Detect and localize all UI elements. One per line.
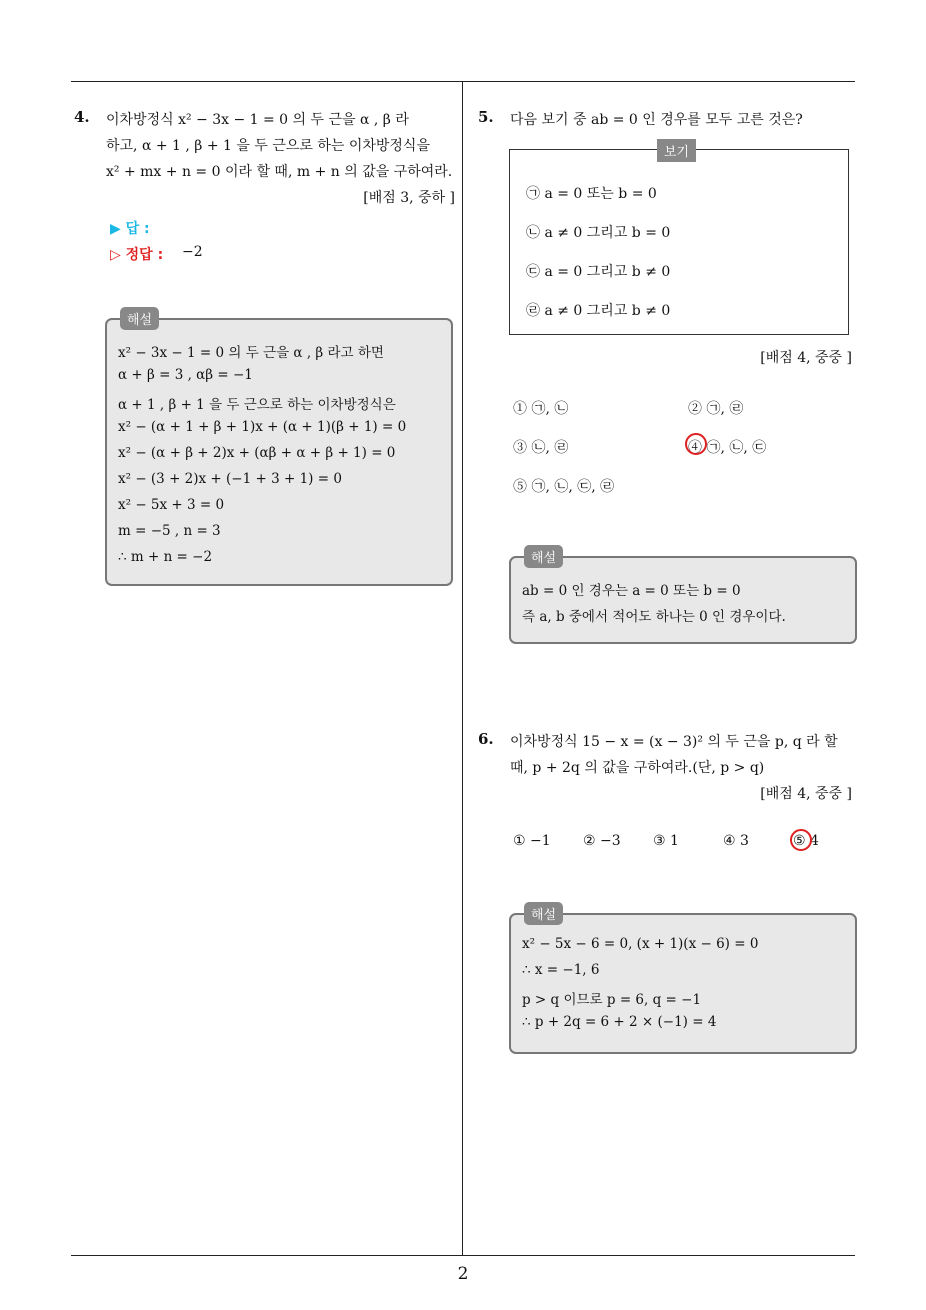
solution-line: x² − 3x − 1 = 0 의 두 근을 α , β 라고 하면 xyxy=(118,345,384,361)
score-label: [배점 4, 중중 ] xyxy=(760,350,852,366)
solution-tag: 해설 xyxy=(120,307,159,330)
bogi-item: ㉡ a ≠ 0 그리고 b = 0 xyxy=(526,225,671,241)
correct-answer-label: ▷ 정답 : xyxy=(110,247,164,263)
question-number: 5. xyxy=(478,108,494,126)
score-label: [배점 3, 중하 ] xyxy=(363,190,455,206)
solution-box xyxy=(509,556,857,644)
question-text-line: 하고, α + 1 , β + 1 을 두 근으로 하는 이차방정식을 xyxy=(106,138,430,154)
solution-line: x² − (3 + 2)x + (−1 + 3 + 1) = 0 xyxy=(118,471,342,487)
solution-tag: 해설 xyxy=(524,545,563,568)
question-number: 6. xyxy=(478,730,494,748)
solution-line: m = −5 , n = 3 xyxy=(118,523,221,539)
solution-line: p > q 이므로 p = 6, q = −1 xyxy=(522,992,702,1008)
solution-line: ∴ m + n = −2 xyxy=(118,549,213,565)
choice-3[interactable]: ③ ㉡, ㉣ xyxy=(513,440,569,456)
score-label: [배점 4, 중중 ] xyxy=(760,786,852,802)
bogi-item: ㉣ a ≠ 0 그리고 b ≠ 0 xyxy=(526,303,671,319)
answer-label: ▶ 답 : xyxy=(110,221,150,237)
page-number: 2 xyxy=(457,1264,469,1284)
solution-line: x² − (α + 1 + β + 1)x + (α + 1)(β + 1) = 0 xyxy=(118,419,407,435)
bottom-rule xyxy=(71,1255,855,1256)
choice-4[interactable]: ④ 3 xyxy=(723,833,749,849)
solution-line: ∴ x = −1, 6 xyxy=(522,962,600,978)
bogi-item: ㉠ a = 0 또는 b = 0 xyxy=(526,186,657,202)
choice-2[interactable]: ② −3 xyxy=(583,833,621,849)
choice-1[interactable]: ① −1 xyxy=(513,833,551,849)
question-text-line: 이차방정식 15 − x = (x − 3)² 의 두 근을 p, q 라 할 xyxy=(510,734,838,750)
solution-line: x² − 5x + 3 = 0 xyxy=(118,497,225,513)
question-text-line: x² + mx + n = 0 이라 할 때, m + n 의 값을 구하여라. xyxy=(106,164,453,180)
solution-box xyxy=(509,913,857,1054)
question-text-line: 다음 보기 중 ab = 0 인 경우를 모두 고른 것은? xyxy=(510,112,803,128)
solution-line: x² − (α + β + 2)x + (αβ + α + β + 1) = 0 xyxy=(118,445,396,461)
question-text-line: 이차방정식 x² − 3x − 1 = 0 의 두 근을 α , β 라 xyxy=(106,112,409,128)
solution-line: x² − 5x − 6 = 0, (x + 1)(x − 6) = 0 xyxy=(522,936,759,952)
choice-5[interactable]: ⑤ 4 xyxy=(793,833,819,849)
solution-line: 즉 a, b 중에서 적어도 하나는 0 인 경우이다. xyxy=(522,609,786,625)
solution-line: α + 1 , β + 1 을 두 근으로 하는 이차방정식은 xyxy=(118,397,396,413)
choice-5[interactable]: ⑤ ㉠, ㉡, ㉢, ㉣ xyxy=(513,479,615,495)
choice-3[interactable]: ③ 1 xyxy=(653,833,679,849)
bogi-tag: 보기 xyxy=(657,139,696,162)
solution-line: α + β = 3 , αβ = −1 xyxy=(118,367,253,383)
top-rule xyxy=(71,81,855,82)
column-divider xyxy=(462,82,463,1255)
choice-4[interactable]: ④ ㉠, ㉡, ㉢ xyxy=(688,440,767,456)
correct-answer-value: −2 xyxy=(182,244,203,260)
solution-line: ab = 0 인 경우는 a = 0 또는 b = 0 xyxy=(522,583,741,599)
question-number: 4. xyxy=(74,108,90,126)
selected-circle-icon xyxy=(685,433,707,455)
choice-1[interactable]: ① ㉠, ㉡ xyxy=(513,401,569,417)
selected-circle-icon xyxy=(790,829,812,851)
solution-line: ∴ p + 2q = 6 + 2 × (−1) = 4 xyxy=(522,1014,717,1030)
choice-2[interactable]: ② ㉠, ㉣ xyxy=(688,401,744,417)
question-text-line: 때, p + 2q 의 값을 구하여라.(단, p > q) xyxy=(510,760,765,776)
bogi-item: ㉢ a = 0 그리고 b ≠ 0 xyxy=(526,264,671,280)
solution-tag: 해설 xyxy=(524,902,563,925)
